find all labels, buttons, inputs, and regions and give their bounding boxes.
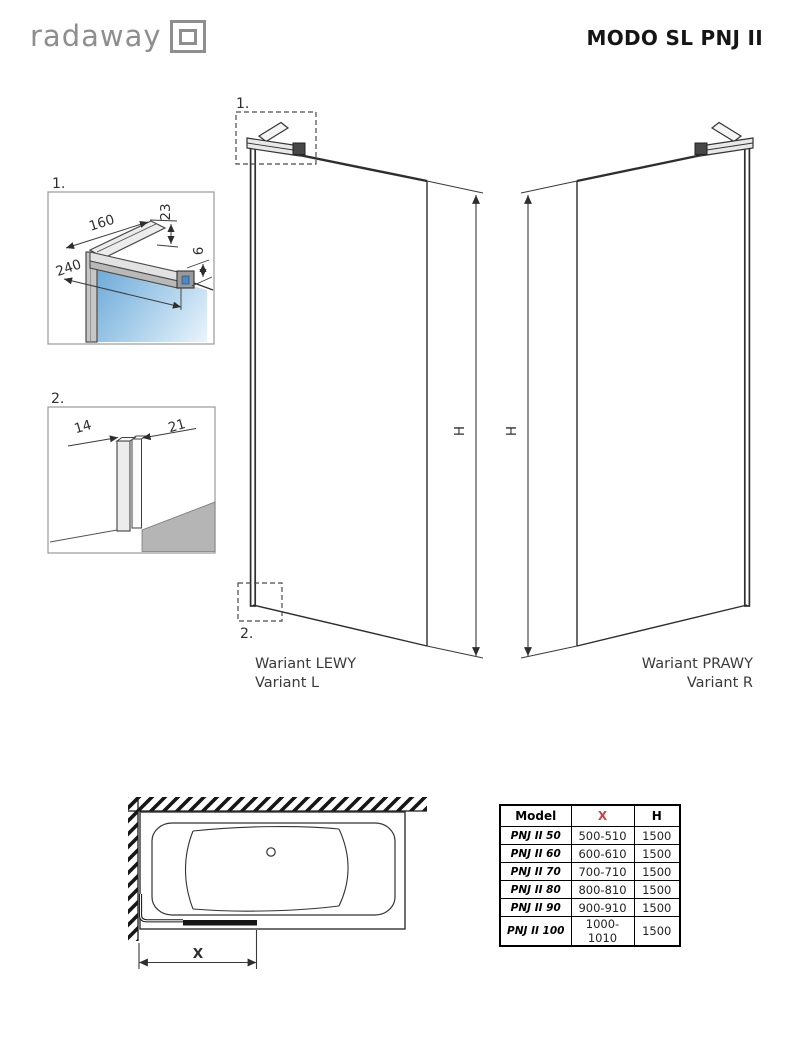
detail-2-front-slat xyxy=(117,441,130,531)
right-h-label: H xyxy=(504,425,520,437)
dim-21-label: 21 xyxy=(166,416,188,437)
x-cell: 800-810 xyxy=(571,881,634,899)
model-cell: PNJ II 70 xyxy=(500,863,571,881)
x-dim-label: X xyxy=(192,946,204,962)
detail-2-floor xyxy=(142,502,215,552)
dim-14-line xyxy=(68,438,118,447)
right-wall-profile xyxy=(745,142,750,606)
right-bracket-cap xyxy=(695,143,707,155)
dim-6-ext-bottom xyxy=(192,277,212,286)
left-h-label: H xyxy=(452,425,468,437)
left-bracket-hook xyxy=(259,123,288,142)
variant-left-caption xyxy=(255,655,356,693)
header-model: Model xyxy=(500,805,571,827)
x-cell: 700-710 xyxy=(571,863,634,881)
bathtub-top-view xyxy=(128,797,427,969)
right-bracket-hook xyxy=(712,123,741,142)
x-cell: 900-910 xyxy=(571,899,634,917)
left-callout-top-label: 1. xyxy=(236,96,250,112)
model-cell: PNJ II 60 xyxy=(500,845,571,863)
variant-right-caption-line2: Variant R xyxy=(686,675,753,691)
dim-23-ext-bottom xyxy=(157,245,178,247)
detail-1-drawing xyxy=(48,176,214,344)
dim-14-label: 14 xyxy=(72,417,94,438)
right-h-ext-bottom xyxy=(521,646,577,658)
page-title: MODO SL PNJ II xyxy=(586,26,763,50)
h-cell: 1500 xyxy=(634,863,680,881)
left-h-ext-bottom xyxy=(427,646,483,658)
right-panel-bottom-edge xyxy=(577,605,747,646)
h-cell: 1500 xyxy=(634,917,680,947)
dim-160-label: 160 xyxy=(87,211,117,235)
detail-2-drawing xyxy=(48,391,215,553)
bathtub-rim xyxy=(140,812,405,929)
x-cell: 600-610 xyxy=(571,845,634,863)
variant-right-caption xyxy=(642,655,753,693)
model-cell: PNJ II 50 xyxy=(500,827,571,845)
variant-left-caption-line1: Wariant LEWY xyxy=(255,656,357,672)
model-cell: PNJ II 80 xyxy=(500,881,571,899)
header-x: X xyxy=(571,805,634,827)
wall-hatch-top xyxy=(128,797,427,811)
x-cell: 500-510 xyxy=(571,827,634,845)
size-table-header-row xyxy=(500,805,680,827)
h-cell: 1500 xyxy=(634,845,680,863)
dim-6-label: 6 xyxy=(191,246,207,256)
left-wall-profile xyxy=(251,142,256,606)
detail-2-floor-edge xyxy=(50,530,117,542)
table-row xyxy=(500,863,680,881)
screen-glass-line xyxy=(183,920,257,926)
left-bracket-cap xyxy=(293,143,305,155)
h-cell: 1500 xyxy=(634,827,680,845)
variant-right-caption-line1: Wariant PRAWY xyxy=(641,656,753,672)
variant-right-panel xyxy=(504,123,753,659)
detail-2-back-slat xyxy=(132,439,142,528)
model-cell: PNJ II 90 xyxy=(500,899,571,917)
right-h-ext-top xyxy=(521,181,577,193)
radaway-logo-text: radaway xyxy=(30,19,162,53)
left-callout-bottom-label: 2. xyxy=(240,626,254,642)
detail-1-callout: 1. xyxy=(52,176,66,192)
detail-2-callout: 2. xyxy=(51,391,65,407)
dim-240-label: 240 xyxy=(53,256,84,280)
left-h-ext-top xyxy=(427,181,483,193)
table-row xyxy=(500,845,680,863)
detail-1-glass-section xyxy=(182,276,189,284)
table-row xyxy=(500,917,680,947)
table-row xyxy=(500,827,680,845)
drain-icon xyxy=(267,848,275,856)
x-cell: 1000-1010 xyxy=(571,917,634,947)
size-table xyxy=(499,804,681,947)
wall-hatch-left xyxy=(128,797,138,941)
header-h: H xyxy=(634,805,680,827)
model-cell: PNJ II 100 xyxy=(500,917,571,947)
left-callout-box-bottom xyxy=(238,583,282,621)
variant-left-caption-line2: Variant L xyxy=(255,675,320,691)
dim-23-label: 23 xyxy=(158,203,174,221)
h-cell: 1500 xyxy=(634,881,680,899)
h-cell: 1500 xyxy=(634,899,680,917)
table-row xyxy=(500,899,680,917)
dim-6-ext-top xyxy=(187,260,209,268)
left-panel-bottom-edge xyxy=(253,605,427,646)
table-row xyxy=(500,881,680,899)
variant-left-panel xyxy=(236,96,483,658)
